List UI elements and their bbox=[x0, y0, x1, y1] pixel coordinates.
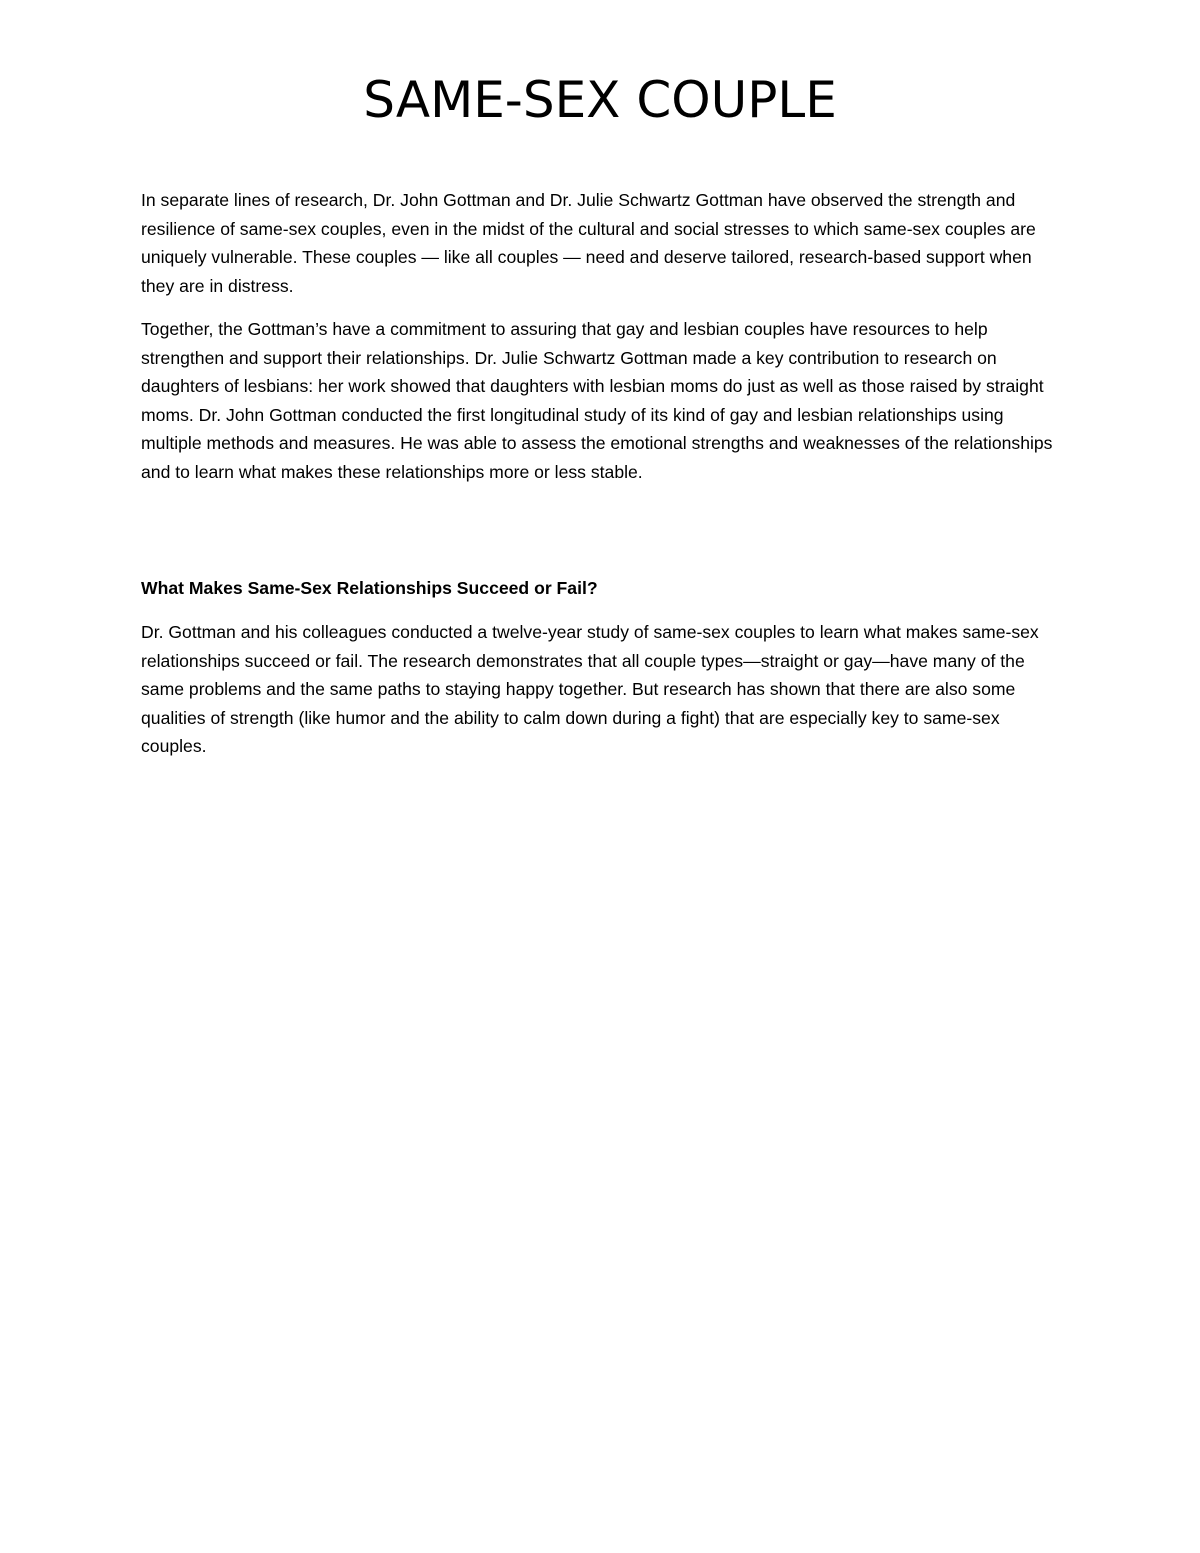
section-heading: What Makes Same-Sex Relationships Succeed or Fail? bbox=[141, 578, 598, 598]
commitment-paragraph: Together, the Gottman’s have a commitment to assuring that gay and lesbian couples have resources to help strengthen and support their relationships. Dr. Julie Schwartz Gottman made a key contribution to research on daughters of lesbians: her work showed that daughters with lesbian moms do just as well as those raised by straight moms. Dr. John Gottman conducted the first longitudinal study of its kind of gay and lesbian relationships using multiple methods and measures. He was able to assess the emotional strengths and weaknesses of the relationships and to learn what makes these relationships more or less stable. bbox=[141, 319, 1053, 482]
document-title: SAME-SEX COUPLE bbox=[363, 71, 837, 129]
intro-paragraph: In separate lines of research, Dr. John Gottman and Dr. Julie Schwartz Gottman have observed the strength and resilience of same-sex couples, even in the midst of the cultural and social stresses to which same-sex couples are uniquely vulnerable. These couples — like all couples — need and deserve tailored, research-based support when they are in distress. bbox=[141, 190, 1036, 296]
section-paragraph: Dr. Gottman and his colleagues conducted a twelve-year study of same-sex couples to learn what makes same-sex relationships succeed or fail. The research demonstrates that all couple types—straight or gay—have many of the same problems and the same paths to staying happy together. But research has shown that there are also some qualities of strength (like humor and the ability to calm down during a fight) that are especially key to same-sex couples. bbox=[141, 622, 1039, 757]
